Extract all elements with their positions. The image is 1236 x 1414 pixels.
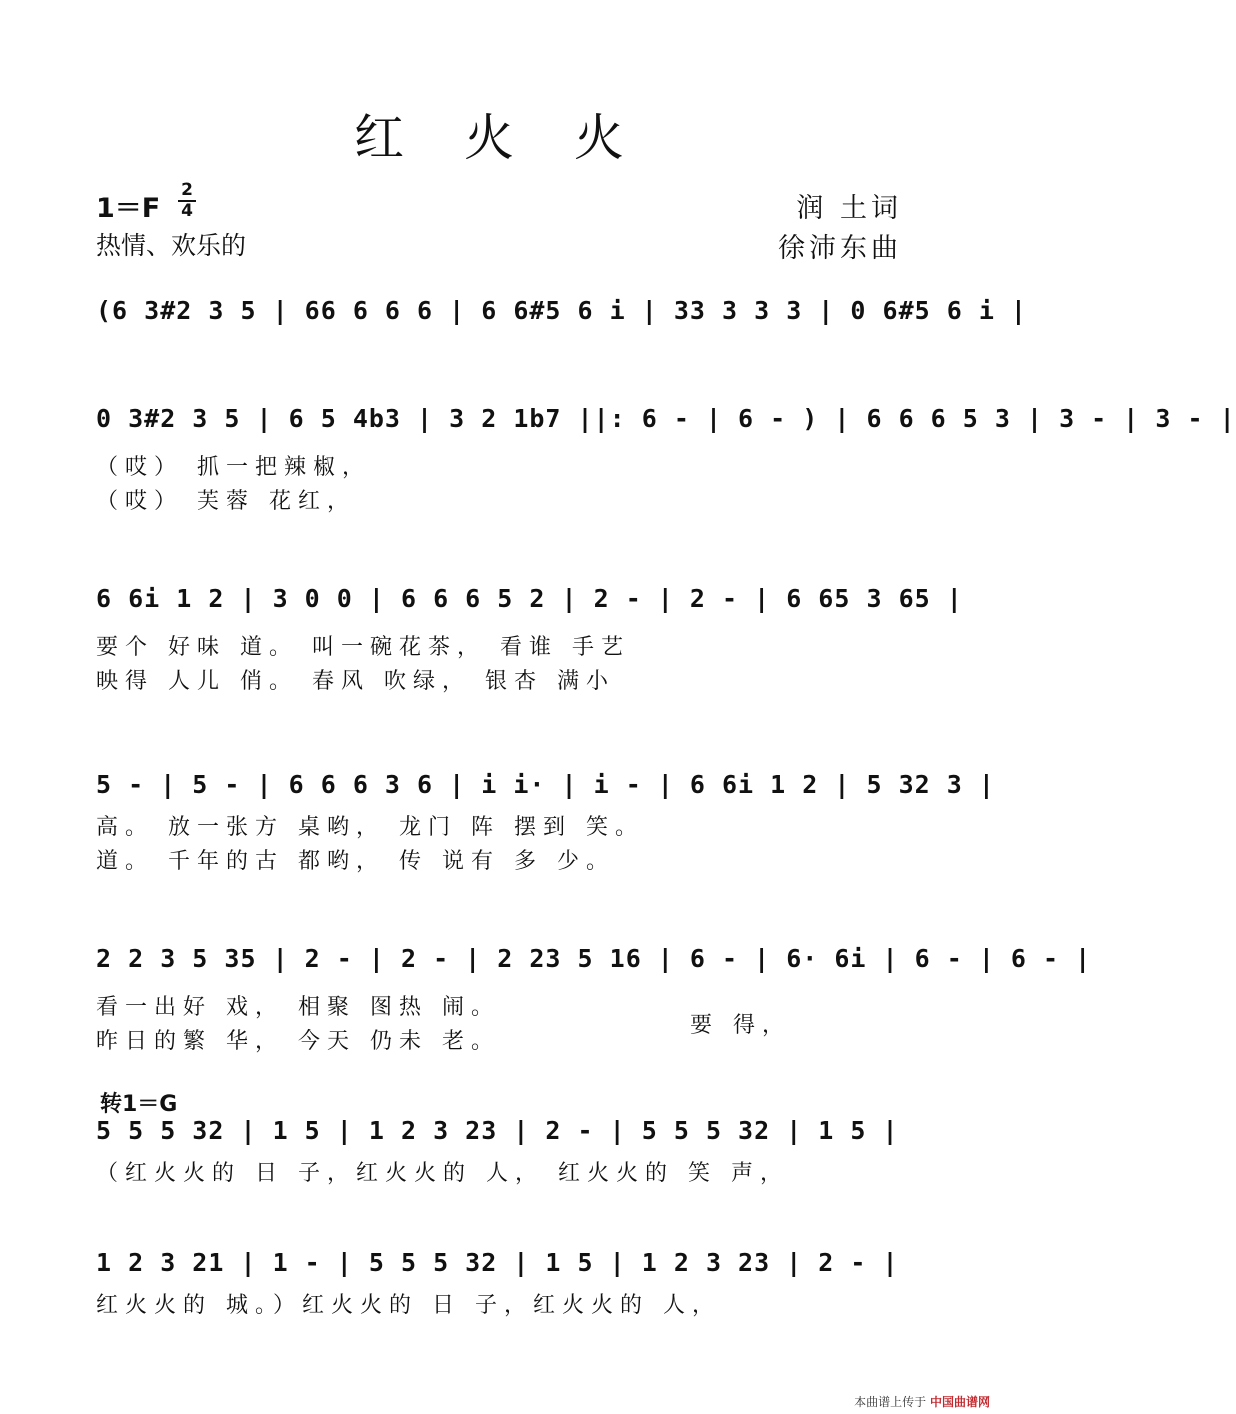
song-title: 红 火 火 (354, 109, 646, 167)
modulation-marking: 转1＝G (100, 1092, 178, 1117)
footer-text: 本曲谱上传于 (854, 1395, 927, 1409)
lyric-line-3a: 要个 好味 道。 叫一碗花茶， 看谁 手艺 (96, 635, 630, 660)
tempo-marking: 热情、欢乐的 (96, 231, 247, 260)
notation-line-6: 5 5 5 32 | 1 5 | 1 2 3 23 | 2 - | 5 5 5 32 | 1 5 | (96, 1116, 899, 1145)
lyric-line-5a: 看一出好 戏， 相聚 图热 闹。 (96, 995, 500, 1020)
lyric-line-4b: 道。 千年的古 都哟， 传 说有 多 少。 (96, 849, 615, 874)
footer-site-logo: 中国曲谱网 (929, 1395, 990, 1409)
lyric-line-2a: （哎） 抓一把辣椒， (96, 455, 371, 480)
lyricist-credit: 润 土词 (796, 193, 902, 224)
notation-line-2: 0 3#2 3 5 | 6 5 4b3 | 3 2 1b7 ||: 6 - | 6 - ) | 6 6 6 5 3 | 3 - | 3 - | (96, 404, 1236, 433)
notation-line-1: (6 3#2 3 5 | 66 6 6 6 | 6 6#5 6 i | 33 3 3 3 | 0 6#5 6 i | (96, 296, 1027, 325)
side-lyric: 要 得， (690, 1013, 791, 1038)
notation-line-5: 2 2 3 5 35 | 2 - | 2 - | 2 23 5 16 | 6 - | 6· 6i | 6 - | 6 - | (96, 944, 1092, 973)
lyric-line-5b: 昨日的繁 华， 今天 仍未 老。 (96, 1029, 500, 1054)
footer-watermark (854, 1393, 990, 1410)
notation-line-7: 1 2 3 21 | 1 - | 5 5 5 32 | 1 5 | 1 2 3 23 | 2 - | (96, 1248, 899, 1277)
lyric-line-3b: 映得 人儿 俏。 春风 吹绿， 银杏 满小 (96, 669, 615, 694)
lyric-line-6: （红火火的 日 子，红火火的 人， 红火火的 笑 声， (96, 1161, 789, 1186)
notation-line-4: 5 - | 5 - | 6 6 6 3 6 | i i· | i - | 6 6i 1 2 | 5 32 3 | (96, 770, 995, 799)
lyric-line-7: 红火火的 城。）红火火的 日 子，红火火的 人， (96, 1293, 721, 1318)
composer-credit: 徐沛东曲 (778, 233, 902, 264)
lyric-line-2b: （哎） 芙蓉 花红， (96, 489, 356, 514)
time-signature-top: 2 (181, 180, 193, 200)
key-signature: 1＝F (96, 193, 161, 224)
time-signature (176, 182, 198, 220)
notation-line-3: 6 6i 1 2 | 3 0 0 | 6 6 6 5 2 | 2 - | 2 - | 6 65 3 65 | (96, 584, 963, 613)
time-signature-bottom: 4 (181, 201, 193, 221)
lyric-line-4a: 高。 放一张方 桌哟， 龙门 阵 摆到 笑。 (96, 815, 644, 840)
